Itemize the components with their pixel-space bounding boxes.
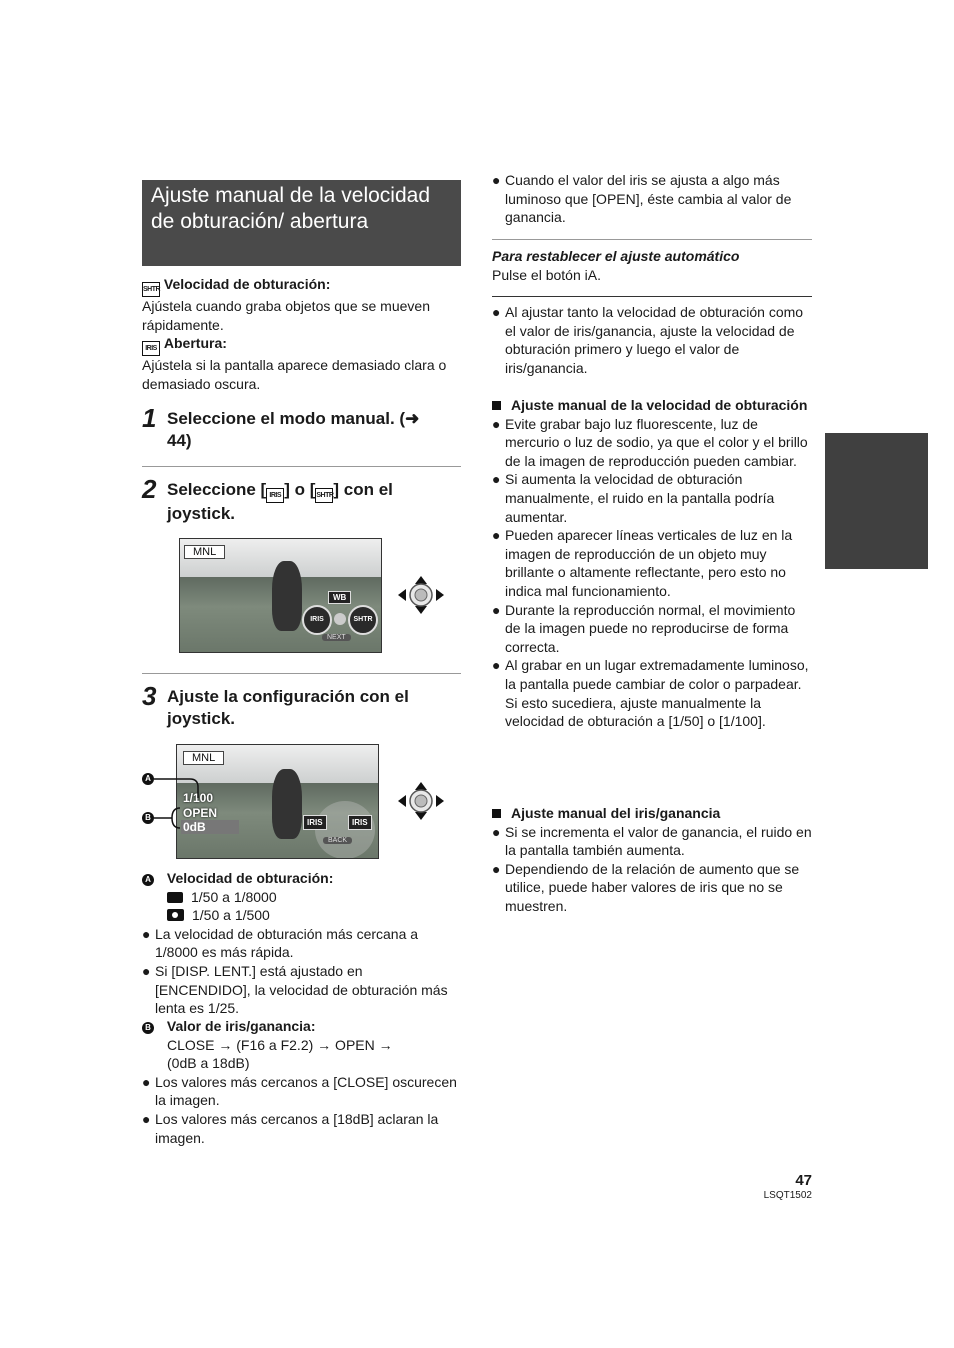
right-top xyxy=(492,171,812,227)
step-3-text: Ajuste la configuración con el joystick. xyxy=(167,687,409,728)
step-1-text: Seleccione el modo manual. (➜ 44) xyxy=(167,409,420,450)
doc-code: LSQT1502 xyxy=(763,1190,812,1201)
divider xyxy=(492,296,812,297)
legend-b xyxy=(142,1017,462,1147)
marker-lines xyxy=(154,770,204,830)
camera-screen-1 xyxy=(179,538,382,653)
list-item: ● Dependiendo de la relación de aumento que se utilice, puede haber valores de iris que no se muestren. xyxy=(492,860,800,914)
list-item: ● Si aumenta la velocidad de obturación manualmente, el ruido en la pantalla podría aumentar. xyxy=(492,471,775,525)
shutter-text: Ajústela cuando graba objetos que se mueven rápidamente. xyxy=(142,298,430,333)
iris-icon: IRIS xyxy=(142,341,160,356)
video-camera-icon xyxy=(167,892,183,903)
list-item: ● Al ajustar tanto la velocidad de obturación como el valor de iris/ganancia, ajuste la velocidad de obturación primero y luego el valor de iris/ganancia. xyxy=(492,304,804,376)
legend-a-letter: A xyxy=(142,874,154,886)
list-item: ● Evite grabar bajo luz fluorescente, luz de mercurio o luz de sodio, ya que el color y el brillo de la imagen de reproducción pueden cambiar. xyxy=(492,415,808,469)
side-tab xyxy=(825,433,928,569)
video-range: 1/50 a 1/8000 xyxy=(191,888,277,905)
iris-label: Abertura: xyxy=(163,335,227,352)
divider xyxy=(492,239,812,240)
legend-b-range-1: CLOSE → (F16 a F2.2) → OPEN → xyxy=(167,1036,393,1053)
step-1-number: 1 xyxy=(142,403,157,433)
list-item: ● Si [DISP. LENT.] está ajustado en [ENCENDIDO], la velocidad de obturación más lenta es 1/25. xyxy=(142,962,448,1017)
legend-b-letter: B xyxy=(142,1022,154,1034)
camera-icon xyxy=(167,909,184,921)
list-item: ● Los valores más cercanos a [18dB] aclaran la imagen. xyxy=(142,1110,439,1146)
list-item: ● Los valores más cercanos a [CLOSE] oscurecen la imagen. xyxy=(142,1073,457,1109)
mnl-tag: MNL xyxy=(183,751,224,765)
shutter-heading xyxy=(142,275,462,297)
iris-minus-icon[interactable]: IRIS xyxy=(303,815,327,830)
intro-block xyxy=(142,275,462,393)
list-item: ● Al grabar en un lugar extremadamente luminoso, la pantalla puede cambiar de color o parpadear. Si esto sucediera, ajuste manualmente la velocidad de obturación a [1/50] o [1/100]. xyxy=(492,657,809,730)
iris-button-icon[interactable]: IRIS xyxy=(302,605,332,635)
iris-text: Ajústela si la pantalla aparece demasiado clara o demasiado oscura. xyxy=(142,357,447,392)
next-icon[interactable]: NEXT xyxy=(322,634,351,641)
section-title: Ajuste manual de la velocidad de obturación/ abertura xyxy=(142,180,461,266)
reset-block xyxy=(492,247,812,284)
list-item: ● Cuando el valor del iris se ajusta a algo más luminoso que [OPEN], éste cambia al valor de ganancia. xyxy=(492,172,792,226)
photo-range: 1/50 a 1/500 xyxy=(192,907,270,924)
video-range-row xyxy=(142,888,462,907)
square-bullet-icon xyxy=(492,401,501,410)
step-2-pre: Seleccione [ xyxy=(167,480,267,499)
iris-section-title: Ajuste manual del iris/ganancia xyxy=(492,804,812,823)
step-2-text xyxy=(167,479,457,525)
step-3-number: 3 xyxy=(142,681,157,711)
joystick-center-icon xyxy=(334,613,346,625)
divider xyxy=(142,673,461,674)
order-note xyxy=(492,303,812,377)
joystick-icon xyxy=(396,574,446,616)
shutter-icon: SHTR xyxy=(315,488,333,503)
open-value: OPEN xyxy=(183,806,218,820)
list-item: ● Durante la reproducción normal, el movimiento de la imagen puede no reproducirse de forma correcta. xyxy=(492,601,796,655)
reset-text: Pulse el botón iA. xyxy=(492,266,601,283)
iris-section xyxy=(492,804,812,916)
shutter-section-title: Ajuste manual de la velocidad de obturación xyxy=(492,396,812,415)
gain-value: 0dB xyxy=(183,820,206,834)
square-bullet-icon xyxy=(492,809,501,818)
joystick-overlay xyxy=(315,801,375,859)
shutter-value: 1/100 xyxy=(183,791,214,805)
list-item: ● Si se incrementa el valor de ganancia, el ruido en la pantalla también aumenta. xyxy=(492,823,812,859)
marker-a: A xyxy=(142,773,154,785)
shutter-section xyxy=(492,396,812,731)
step-2-mid: ] o [ xyxy=(284,480,316,499)
wb-icon[interactable]: WB xyxy=(328,591,351,604)
mnl-tag: MNL xyxy=(184,545,225,559)
reset-title: Para restablecer el ajuste automático xyxy=(492,248,740,264)
back-icon[interactable]: BACK xyxy=(323,837,352,844)
list-item: ● La velocidad de obturación más cercana a 1/8000 es más rápida. xyxy=(142,925,419,961)
marker-b: B xyxy=(142,812,154,824)
shtr-button-icon[interactable]: SHTR xyxy=(348,605,378,635)
divider xyxy=(142,466,461,467)
step-2-post: ] con el joystick. xyxy=(167,480,393,523)
shutter-label: Velocidad de obturación: xyxy=(163,276,331,292)
photo-range-row xyxy=(142,906,462,925)
iris-icon: IRIS xyxy=(266,488,284,503)
legend-b-label: Valor de iris/ganancia: xyxy=(166,1018,316,1034)
step-2-number: 2 xyxy=(142,474,157,504)
camera-screen-2 xyxy=(176,744,379,859)
legend-b-range-2: (0dB a 18dB) xyxy=(167,1055,250,1072)
list-item: ● Pueden aparecer líneas verticales de luz en la imagen de reproducción de un objeto muy brillante o altamente reflectante, pero esto no indica mal funcionamiento. xyxy=(492,527,793,599)
legend-a-heading xyxy=(142,869,462,888)
legend-a xyxy=(142,869,462,1018)
iris-heading xyxy=(142,334,462,356)
child-figure xyxy=(272,769,302,839)
legend-b-heading xyxy=(142,1017,462,1036)
legend-a-label: Velocidad de obturación: xyxy=(166,870,334,886)
shutter-icon: SHTR xyxy=(142,282,160,297)
joystick-icon xyxy=(396,780,446,822)
child-figure xyxy=(272,561,302,631)
page-number: 47 xyxy=(795,1172,812,1189)
iris-plus-icon[interactable]: IRIS xyxy=(348,815,372,830)
